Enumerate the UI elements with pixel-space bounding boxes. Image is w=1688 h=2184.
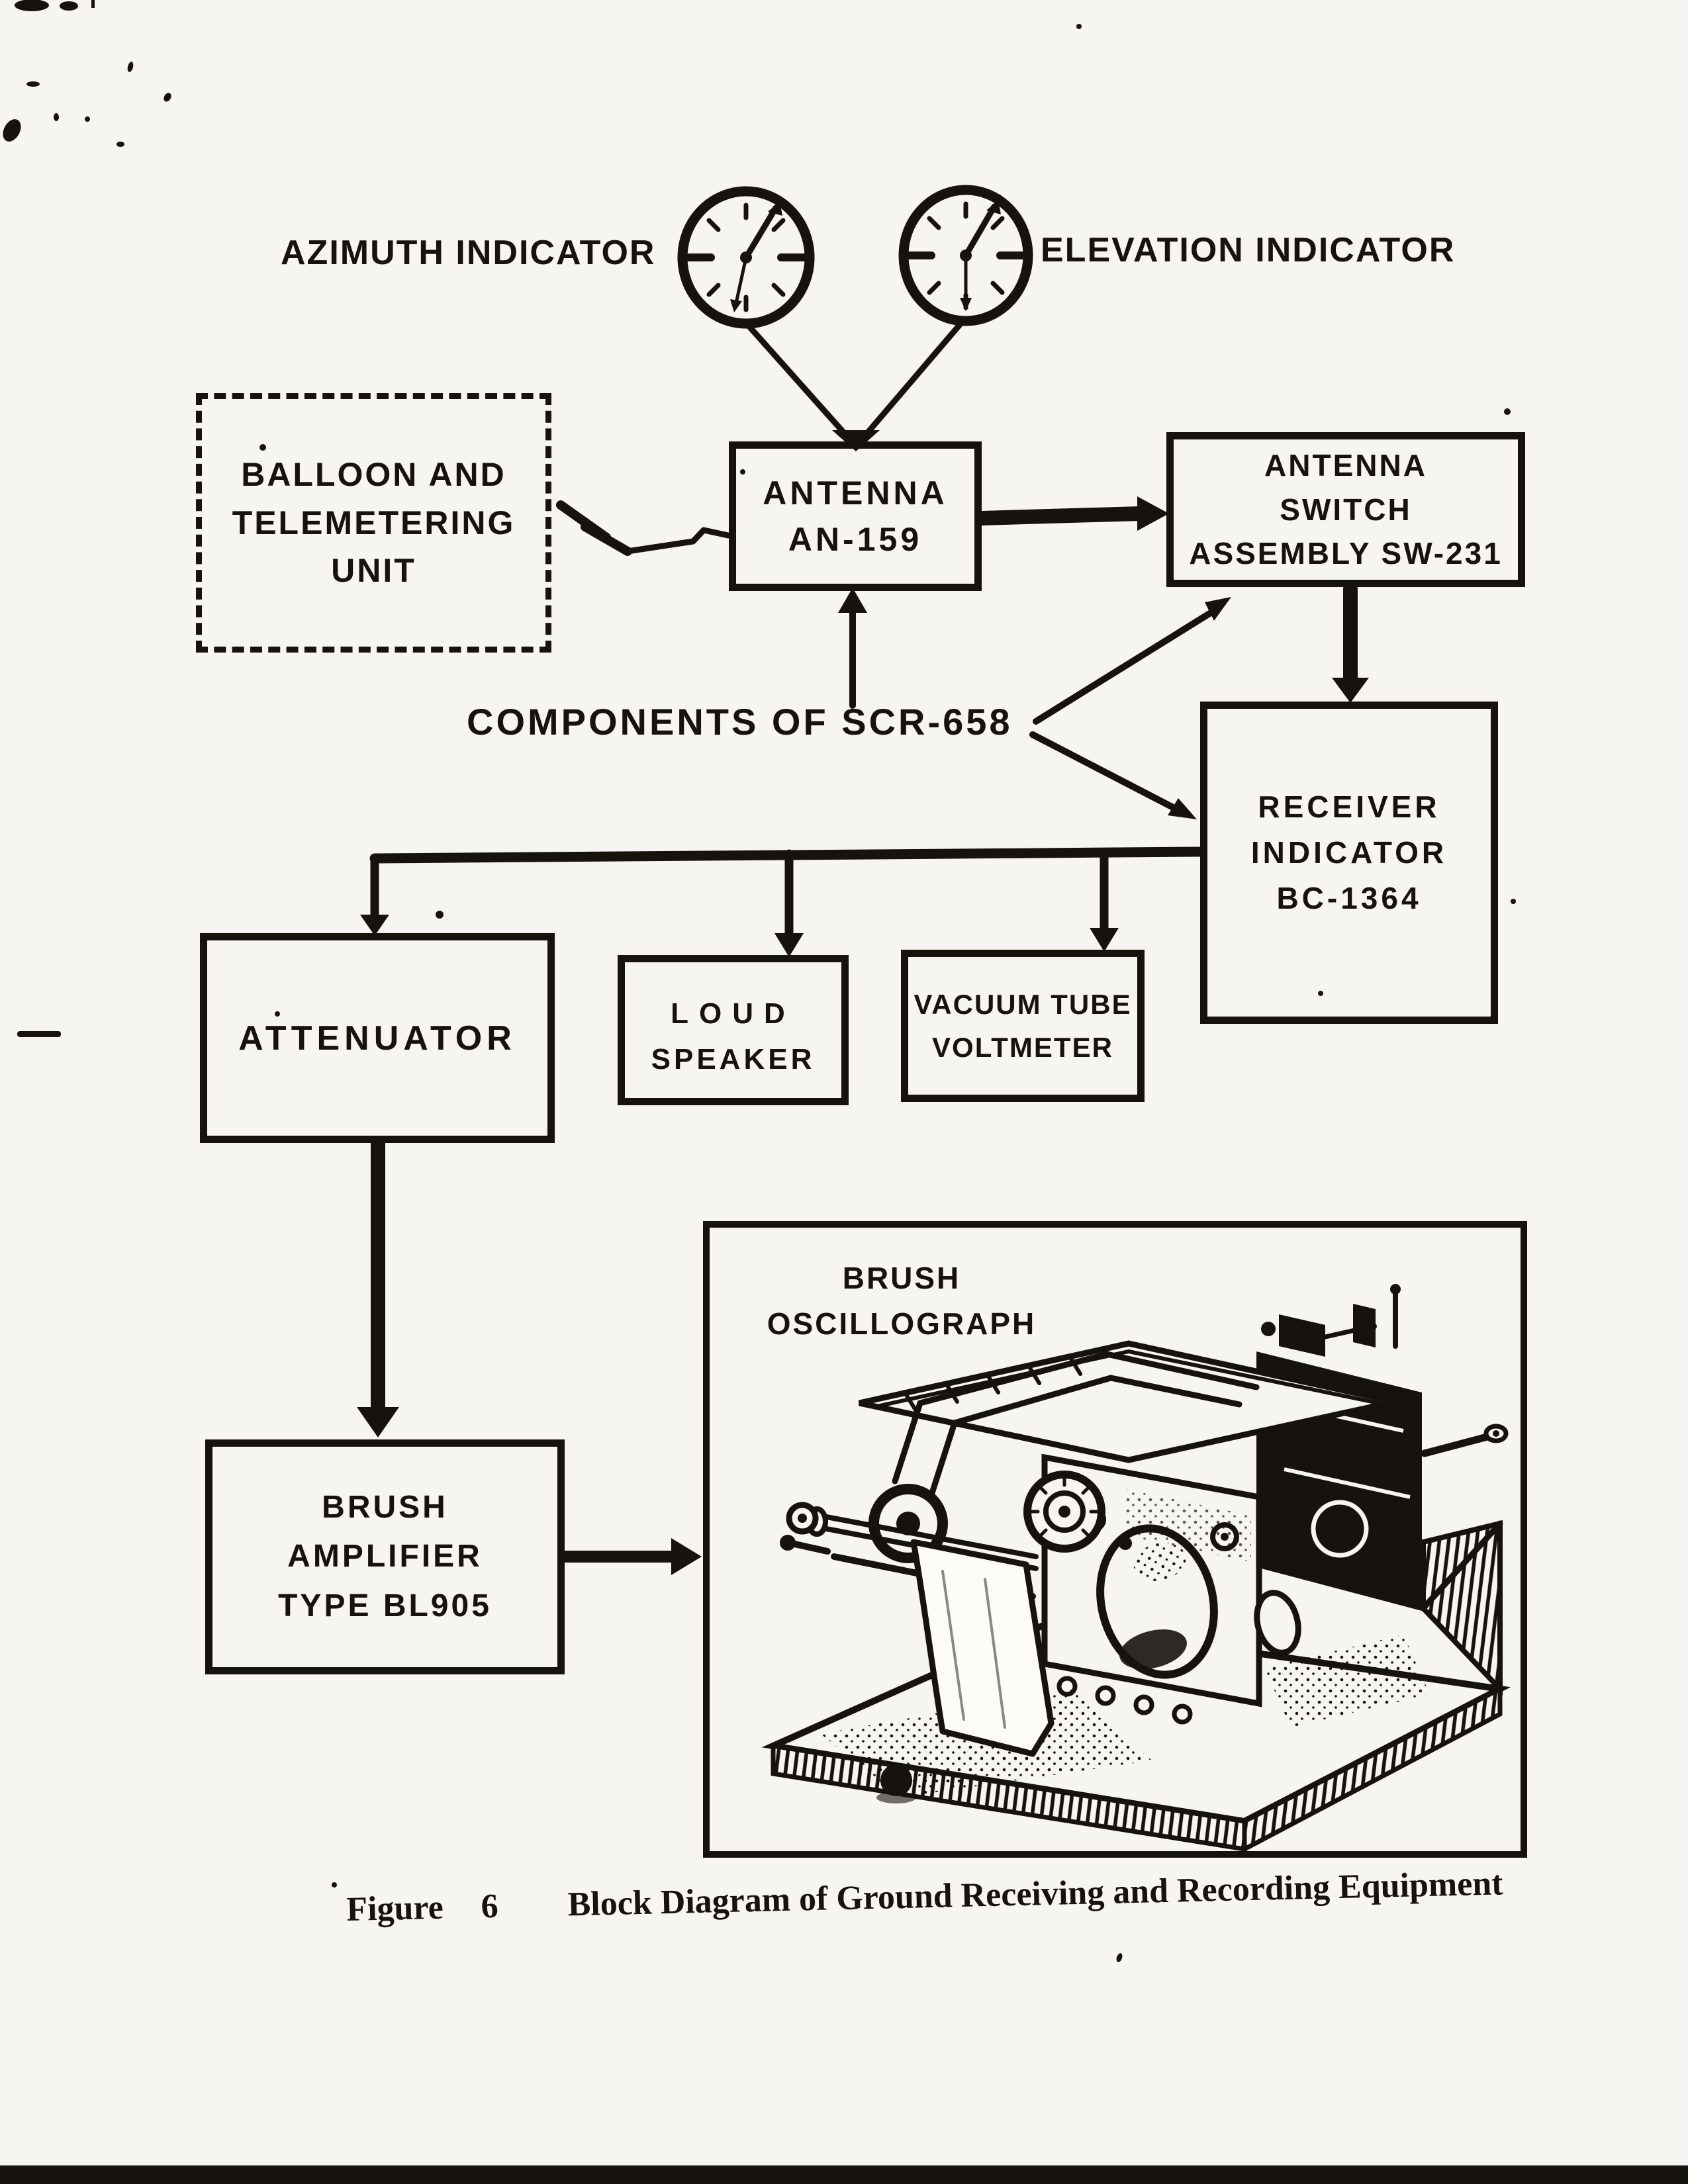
azimuth-indicator-label: AZIMUTH INDICATOR bbox=[281, 234, 656, 272]
box-line: AMPLIFIER bbox=[287, 1539, 483, 1574]
arrow-switch-to-receiver bbox=[1332, 589, 1369, 703]
figure-caption-number: 6 bbox=[480, 1887, 499, 1926]
radio-link-lightning-icon bbox=[561, 505, 728, 551]
box-line: VACUUM TUBE bbox=[914, 988, 1132, 1020]
arrow-attenuator-to-amplifier bbox=[357, 1143, 399, 1437]
azimuth-dial-icon bbox=[682, 191, 810, 324]
box-line: BRUSH bbox=[322, 1489, 448, 1525]
box-line: BRUSH bbox=[842, 1261, 961, 1295]
box-line: BC-1364 bbox=[1276, 881, 1422, 915]
arrow-antenna-to-switch bbox=[982, 496, 1169, 531]
figure-caption-word: Figure bbox=[346, 1888, 444, 1929]
balloon-telemetering-box bbox=[196, 393, 551, 653]
brush-amplifier-box bbox=[205, 1439, 565, 1674]
brush-oscillograph-box bbox=[703, 1221, 1527, 1858]
box-line: TELEMETERING bbox=[232, 504, 516, 541]
attenuator-box bbox=[200, 933, 555, 1143]
dial-leads bbox=[747, 322, 962, 451]
vacuum-tube-voltmeter-box bbox=[901, 950, 1145, 1102]
box-line: AN-159 bbox=[788, 521, 923, 558]
box-line: TYPE BL905 bbox=[278, 1588, 492, 1623]
box-line: VOLTMETER bbox=[932, 1032, 1113, 1063]
box-line: UNIT bbox=[331, 552, 416, 590]
box-line: OSCILLOGRAPH bbox=[767, 1306, 1037, 1341]
box-line: SWITCH bbox=[1280, 492, 1412, 527]
arrow-components-to-receiver bbox=[1033, 735, 1197, 819]
arrow-components-to-antenna bbox=[838, 588, 867, 705]
box-line: RECEIVER bbox=[1258, 790, 1440, 824]
box-line: ANTENNA bbox=[1264, 447, 1427, 482]
box-line: LOUD bbox=[671, 997, 796, 1030]
loud-speaker-box bbox=[618, 955, 849, 1105]
box-line: BALLOON AND bbox=[241, 456, 506, 494]
figure-caption-text: Block Diagram of Ground Receiving and Recording Equipment bbox=[567, 1864, 1504, 1924]
box-line: ANTENNA bbox=[763, 475, 948, 512]
box-line: INDICATOR bbox=[1250, 835, 1448, 870]
scan-edge-bar bbox=[0, 2165, 1688, 2184]
elevation-indicator-label: ELEVATION INDICATOR bbox=[1041, 231, 1456, 269]
brush-oscillograph-label bbox=[746, 1255, 1057, 1347]
box-line: SPEAKER bbox=[651, 1042, 816, 1075]
arrow-amplifier-to-oscillograph bbox=[565, 1538, 702, 1575]
antenna-an159-box bbox=[729, 441, 982, 591]
box-line: ATTENUATOR bbox=[238, 1019, 516, 1058]
elevation-dial-icon bbox=[904, 190, 1028, 321]
receiver-indicator-box bbox=[1200, 702, 1498, 1024]
components-scr-658-label: COMPONENTS OF SCR-658 bbox=[467, 701, 1013, 743]
antenna-switch-assembly-box bbox=[1166, 432, 1525, 587]
box-line: ASSEMBLY SW-231 bbox=[1189, 536, 1503, 571]
